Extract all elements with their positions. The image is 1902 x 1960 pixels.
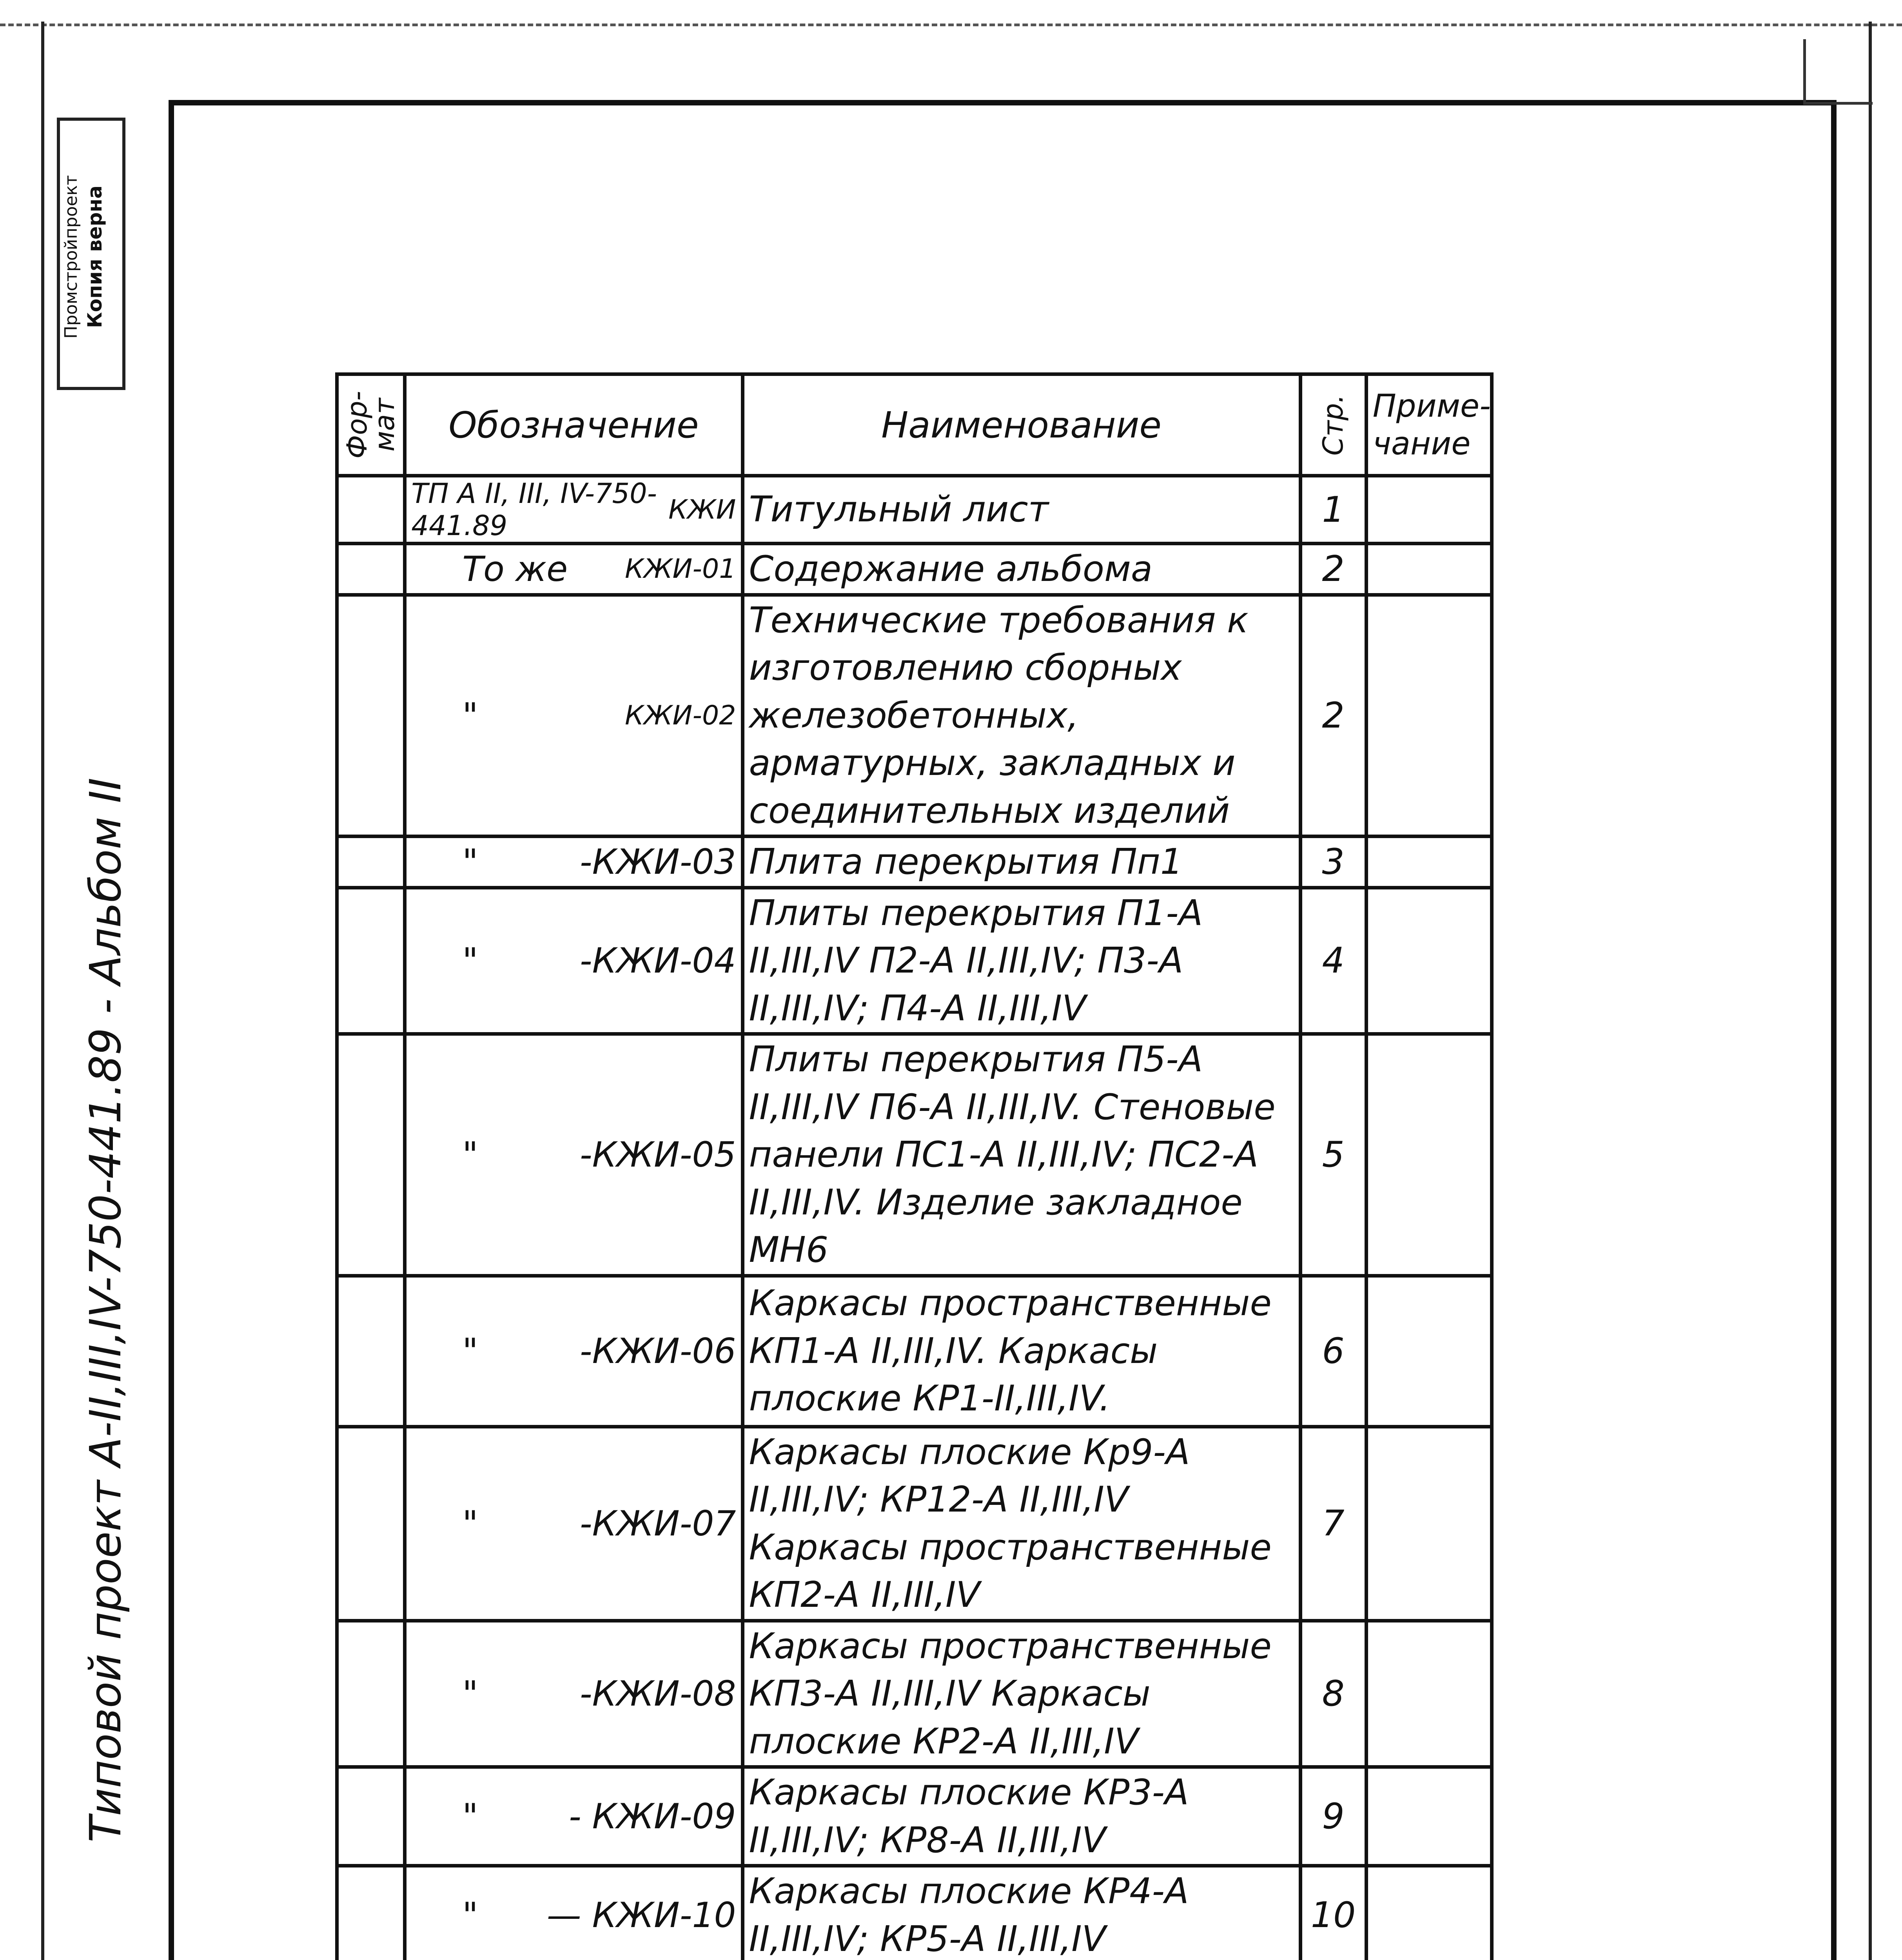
cell-note <box>1366 1621 1492 1767</box>
designation-ditto: То же <box>462 549 568 590</box>
designation-ditto: " <box>462 1331 478 1371</box>
table-row <box>337 1866 1492 1960</box>
cell-page: 7 <box>1300 1426 1366 1621</box>
cell-note <box>1366 476 1492 544</box>
designation-code: -КЖИ-05 <box>579 1134 736 1175</box>
cell-format <box>337 1034 405 1276</box>
cell-designation <box>405 544 742 595</box>
cell-format <box>337 1621 405 1767</box>
cell-note <box>1366 544 1492 595</box>
designation-ditto: " <box>462 940 478 981</box>
cell-designation <box>405 1276 742 1426</box>
cell-name: Титульный лист <box>742 476 1300 544</box>
corner-mark <box>1803 39 1873 105</box>
cell-page: 1 <box>1300 476 1366 544</box>
cell-designation <box>405 837 742 888</box>
designation-code: -КЖИ-08 <box>579 1673 736 1714</box>
header-name: Наименование <box>742 374 1300 476</box>
cell-note <box>1366 1426 1492 1621</box>
cell-page: 2 <box>1300 544 1366 595</box>
header-designation: Обозначение <box>405 374 742 476</box>
cell-page: 9 <box>1300 1767 1366 1866</box>
cell-name: Содержание альбома <box>742 544 1300 595</box>
table-row <box>337 476 1492 544</box>
cell-designation <box>405 1426 742 1621</box>
table-row <box>337 1767 1492 1866</box>
stamp-org: Промстройпроект <box>61 175 81 339</box>
table-row <box>337 1034 1492 1276</box>
cell-format <box>337 1426 405 1621</box>
cell-format <box>337 476 405 544</box>
cell-page: 4 <box>1300 887 1366 1034</box>
side-project-title: Типовой проект А-II,III,IV-750-441.89 - Альбом II <box>80 777 131 1842</box>
designation-code: КЖИ-02 <box>625 700 736 731</box>
table-row <box>337 1621 1492 1767</box>
cell-note <box>1366 595 1492 837</box>
cell-page: 3 <box>1300 837 1366 888</box>
designation-code: — КЖИ-10 <box>546 1895 736 1935</box>
table-row <box>337 887 1492 1034</box>
cell-page: 8 <box>1300 1621 1366 1767</box>
designation-code: - КЖИ-09 <box>568 1796 736 1837</box>
cell-name: Плиты перекрытия П5-А II,III,IV П6-А II,III,IV. Стеновые панели ПС1-А II,III,IV; ПС2-А II,III,IV. Изделие закладное МН6 <box>742 1034 1300 1276</box>
cell-note <box>1366 887 1492 1034</box>
stamp-text: Копия верна <box>83 185 107 328</box>
designation-ditto: " <box>462 1503 478 1544</box>
cell-designation <box>405 1767 742 1866</box>
cell-designation <box>405 1621 742 1767</box>
cell-designation <box>405 595 742 837</box>
cell-page: 2 <box>1300 595 1366 837</box>
cell-note <box>1366 1767 1492 1866</box>
cell-format <box>337 595 405 837</box>
table-row <box>337 1276 1492 1426</box>
cell-note <box>1366 1276 1492 1426</box>
cell-name: Плиты перекрытия П1-А II,III,IV П2-А II,III,IV; П3-А II,III,IV; П4-А II,III,IV <box>742 887 1300 1034</box>
designation-ditto: ТП А II, III, IV-750-441.89 <box>411 477 657 542</box>
contents-table <box>335 372 1494 1960</box>
designation-code: -КЖИ-07 <box>579 1503 736 1544</box>
cell-page: 10 <box>1300 1866 1366 1960</box>
cell-page: 6 <box>1300 1276 1366 1426</box>
cell-name: Каркасы плоские КР4-А II,III,IV; КР5-А II,III,IV <box>742 1866 1300 1960</box>
cell-name: Плита перекрытия Пп1 <box>742 837 1300 888</box>
table-header-row <box>337 374 1492 476</box>
cell-format <box>337 1866 405 1960</box>
copy-stamp <box>57 118 125 390</box>
cell-name: Каркасы плоские Кр9-А II,III,IV; КР12-А II,III,IV Каркасы пространственные КП2-А II,III,IV <box>742 1426 1300 1621</box>
designation-code: -КЖИ-04 <box>579 940 736 981</box>
table-row <box>337 544 1492 595</box>
cell-note <box>1366 1866 1492 1960</box>
cell-page: 5 <box>1300 1034 1366 1276</box>
cell-format <box>337 1767 405 1866</box>
header-page: Стр. <box>1300 374 1366 476</box>
cell-designation <box>405 476 742 544</box>
designation-code: -КЖИ-03 <box>579 842 736 882</box>
cell-name: Каркасы пространственные КП3-А II,III,IV Каркасы плоские КР2-А II,III,IV <box>742 1621 1300 1767</box>
cell-note <box>1366 1034 1492 1276</box>
header-format: Фор-мат <box>337 374 405 476</box>
cell-name: Каркасы пространственные КП1-А II,III,IV. Каркасы плоские КР1-II,III,IV. <box>742 1276 1300 1426</box>
designation-ditto: " <box>462 1673 478 1714</box>
cell-designation <box>405 1034 742 1276</box>
designation-code: -КЖИ-06 <box>579 1331 736 1371</box>
table-row <box>337 1426 1492 1621</box>
cell-designation <box>405 1866 742 1960</box>
designation-ditto: " <box>462 842 478 882</box>
cell-name: Каркасы плоские КР3-А II,III,IV; КР8-А II,III,IV <box>742 1767 1300 1866</box>
designation-code: КЖИ-01 <box>625 554 736 585</box>
cell-note <box>1366 837 1492 888</box>
designation-code: КЖИ <box>668 494 736 525</box>
designation-ditto: " <box>462 1895 478 1935</box>
cell-designation <box>405 887 742 1034</box>
cell-format <box>337 1276 405 1426</box>
designation-ditto: " <box>462 695 478 736</box>
cell-format <box>337 544 405 595</box>
table-row <box>337 837 1492 888</box>
cell-name: Технические требования к изготовлению сборных железобетонных, арматурных, закладных и соединительных изделий <box>742 595 1300 837</box>
designation-ditto: " <box>462 1134 478 1175</box>
cell-format <box>337 887 405 1034</box>
header-note: Приме-чание <box>1366 374 1492 476</box>
cell-format <box>337 837 405 888</box>
designation-ditto: " <box>462 1796 478 1837</box>
table-row <box>337 595 1492 837</box>
